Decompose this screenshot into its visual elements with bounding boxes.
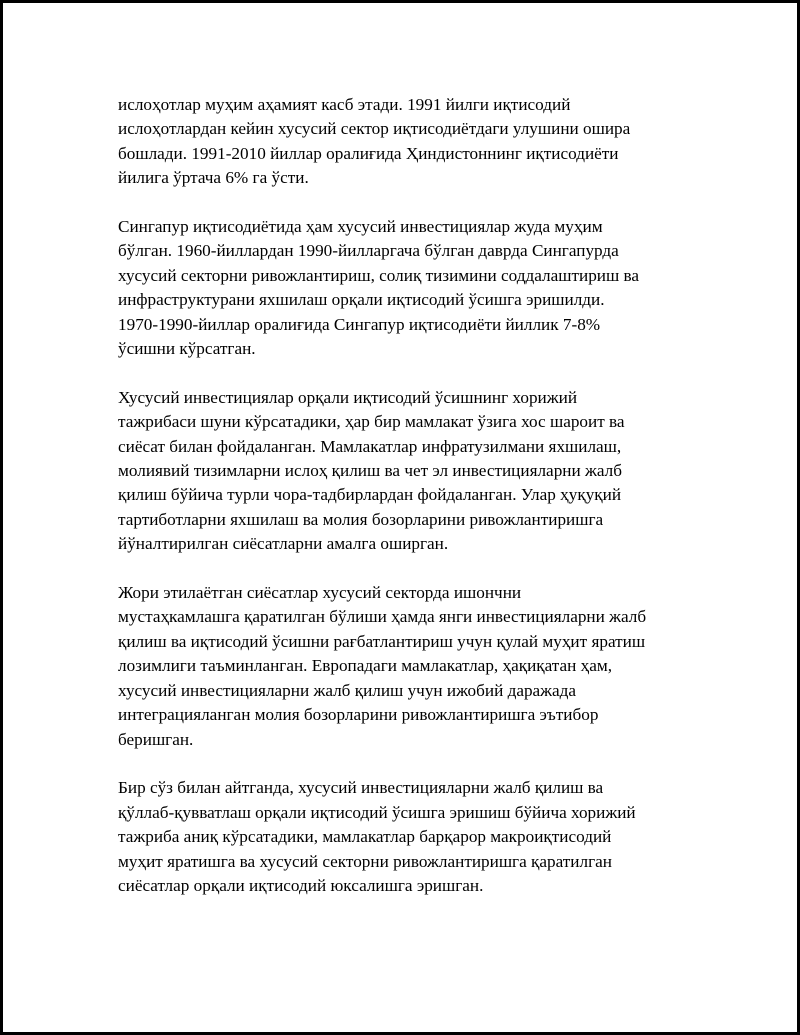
paragraph-5: [118, 776, 703, 898]
text-line: қилиш бўйича турли чора-тадбирлардан фойдаланган. Улар ҳуқуқий: [118, 485, 622, 505]
text-line: Жори этилаётган сиёсатлар хусусий секторда ишончни: [118, 583, 522, 603]
text-line: лозимлиги таъминланган. Европадаги мамлакатлар, ҳақиқатан ҳам,: [118, 656, 613, 676]
text-line: бошлади. 1991-2010 йиллар оралиғида Ҳиндистоннинг иқтисодиёти: [118, 143, 619, 163]
text-line: беришган.: [118, 729, 194, 749]
text-line: тартиботларни яхшилаш ва молия бозорларини ривожлантиришга: [118, 509, 604, 529]
text-line: Хусусий инвестициялар орқали иқтисодий ўсишнинг хорижий: [118, 387, 578, 407]
paragraph-1: [118, 93, 703, 191]
text-line: хусусий инвестицияларни жалб қилиш учун ижобий даражада: [118, 680, 577, 700]
paragraph-4: [118, 581, 703, 752]
text-line: инфраструктурани яхшилаш орқали иқтисодий ўсишга эришилди.: [118, 290, 605, 310]
text-line: қўллаб-қувватлаш орқали иқтисодий ўсишга эришиш бўйича хорижий: [118, 802, 636, 822]
paragraph-2: [118, 215, 703, 361]
text-line: йўналтирилган сиёсатларни амалга оширган.: [118, 534, 449, 554]
document-body: [118, 93, 703, 923]
text-line: муҳит яратишга ва хусусий секторни ривожлантиришга қаратилган: [118, 851, 612, 871]
paragraph-3: [118, 386, 703, 557]
text-line: бўлган. 1960-йиллардан 1990-йилларгача бўлган даврда Сингапурда: [118, 241, 619, 261]
text-line: Сингапур иқтисодиётида ҳам хусусий инвестициялар жуда муҳим: [118, 217, 603, 237]
text-line: мустаҳкамлашга қаратилган бўлиши ҳамда янги инвестицияларни жалб: [118, 607, 647, 627]
text-line: сиёсат билан фойдаланган. Мамлакатлар инфратузилмани яхшилаш,: [118, 436, 622, 456]
text-line: ислоҳотлардан кейин хусусий сектор иқтисодиётдаги улушини ошира: [118, 119, 631, 139]
text-line: 1970-1990-йиллар оралиғида Сингапур иқтисодиёти йиллик 7-8%: [118, 314, 601, 334]
text-line: молиявий тизимларни ислоҳ қилиш ва чет эл инвестицияларни жалб: [118, 461, 622, 481]
text-line: қилиш ва иқтисодий ўсишни рағбатлантириш учун қулай муҳит яратиш: [118, 631, 646, 651]
text-line: хусусий секторни ривожлантириш, солиқ тизимини соддалаштириш ва: [118, 265, 640, 285]
text-line: ўсишни кўрсатган.: [118, 339, 256, 359]
text-line: интеграцияланган молия бозорларини ривожлантиришга эътибор: [118, 705, 599, 725]
text-line: йилига ўртача 6% га ўсти.: [118, 168, 309, 188]
text-line: сиёсатлар орқали иқтисодий юксалишга эришган.: [118, 875, 484, 895]
text-line: Бир сўз билан айтганда, хусусий инвестицияларни жалб қилиш ва: [118, 778, 604, 798]
text-line: ислоҳотлар муҳим аҳамият касб этади. 1991 йилги иқтисодий: [118, 95, 571, 114]
text-line: тажриба аниқ кўрсатадики, мамлакатлар барқарор макроиқтисодий: [118, 827, 612, 847]
text-line: тажрибаси шуни кўрсатадики, ҳар бир мамлакат ўзига хос шароит ва: [118, 412, 625, 432]
